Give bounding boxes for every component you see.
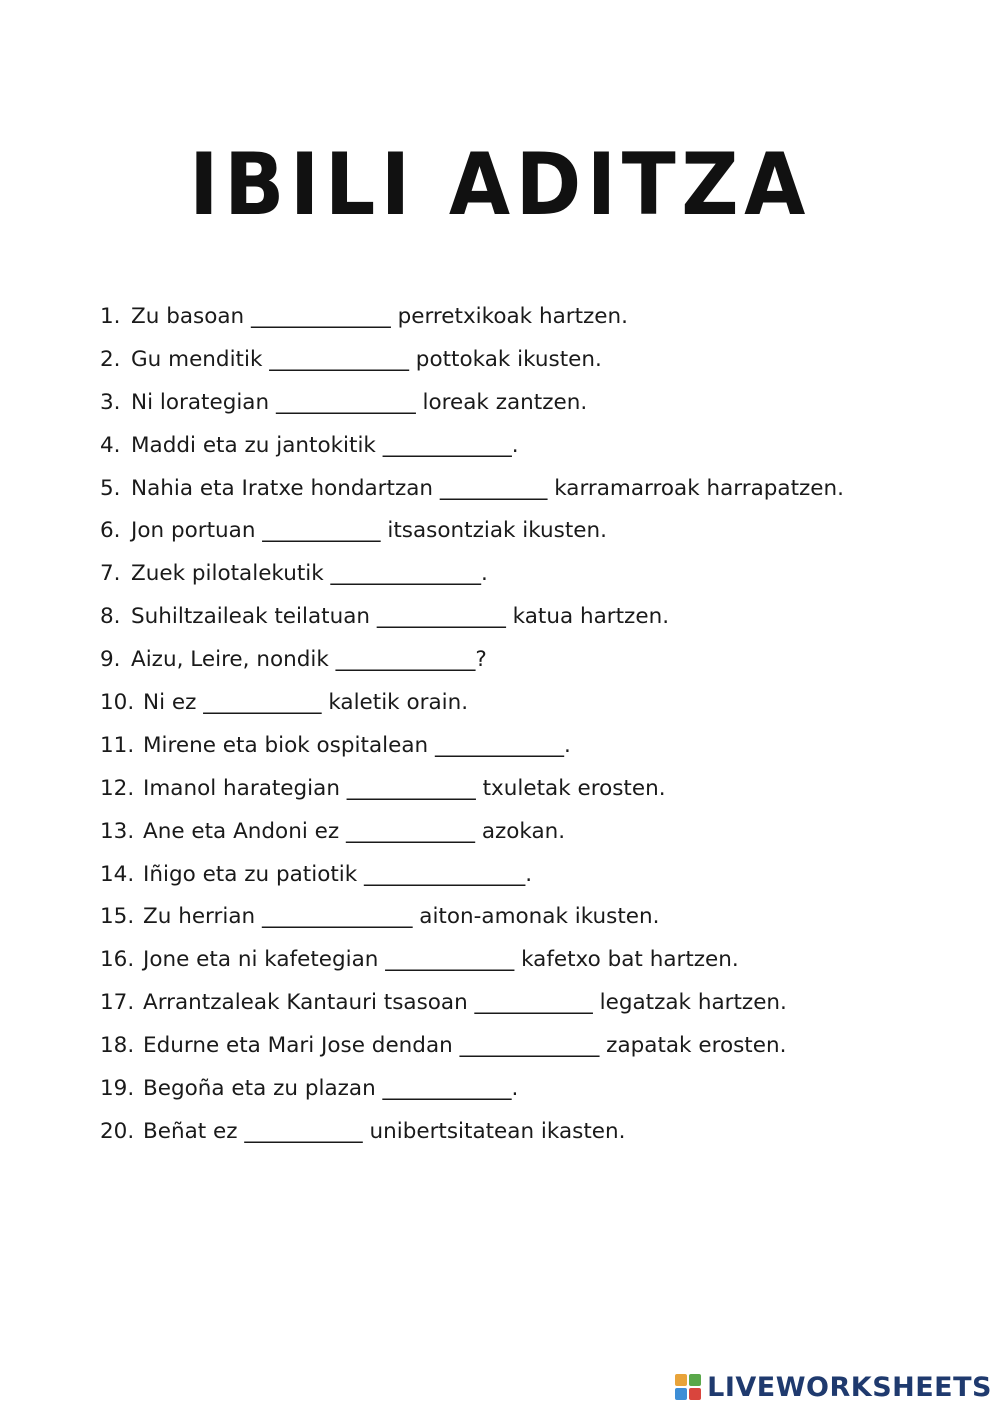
exercise-item xyxy=(100,425,980,468)
exercise-number: 20. xyxy=(100,1118,135,1144)
exercise-text: Mirene eta biok ospitalean ____________. xyxy=(143,732,571,758)
exercise-text: Maddi eta zu jantokitik ____________. xyxy=(131,432,519,458)
exercise-text: Begoña eta zu plazan ____________. xyxy=(143,1076,519,1102)
exercise-text: Arrantzaleak Kantauri tsasoan ___________ legatzak hartzen. xyxy=(143,990,787,1016)
exercise-text: Edurne eta Mari Jose dendan _____________ zapatak erosten. xyxy=(143,1033,787,1059)
exercise-number: 8. xyxy=(100,604,121,630)
exercise-item xyxy=(100,725,980,768)
exercise-text: Jon portuan ___________ itsasontziak ikusten. xyxy=(131,518,607,544)
exercise-number: 13. xyxy=(100,818,135,844)
exercise-number: 19. xyxy=(100,1076,135,1102)
exercise-number: 15. xyxy=(100,904,135,930)
liveworksheets-brand[interactable] xyxy=(675,1367,992,1407)
exercise-text: Iñigo eta zu patiotik _______________. xyxy=(143,861,533,887)
exercise-number: 9. xyxy=(100,647,121,673)
exercise-item xyxy=(100,553,980,596)
exercise-text: Ane eta Andoni ez ____________ azokan. xyxy=(143,818,566,844)
exercise-item xyxy=(100,596,980,639)
exercise-number: 5. xyxy=(100,475,121,501)
page-title: IBILI ADITZA xyxy=(189,135,811,235)
exercise-item xyxy=(100,382,980,425)
exercise-item xyxy=(100,896,980,939)
exercise-number: 12. xyxy=(100,775,135,801)
exercise-item xyxy=(100,639,980,682)
exercise-text: Zu herrian ______________ aiton-amonak ikusten. xyxy=(143,904,660,930)
exercise-text: Ni ez ___________ kaletik orain. xyxy=(143,690,469,716)
exercise-number: 18. xyxy=(100,1033,135,1059)
exercise-number: 3. xyxy=(100,389,121,415)
exercise-number: 6. xyxy=(100,518,121,544)
exercise-number: 7. xyxy=(100,561,121,587)
exercise-item xyxy=(100,296,980,339)
exercise-text: Zuek pilotalekutik ______________. xyxy=(131,561,488,587)
exercise-number: 1. xyxy=(100,304,121,329)
exercise-number: 10. xyxy=(100,690,135,716)
exercise-text: Nahia eta Iratxe hondartzan __________ karramarroak harrapatzen. xyxy=(131,475,844,501)
exercise-item xyxy=(100,854,980,897)
exercise-text: Suhiltzaileak teilatuan ____________ katua hartzen. xyxy=(131,604,670,630)
exercise-item xyxy=(100,1068,980,1111)
exercise-text: Jone eta ni kafetegian ____________ kafetxo bat hartzen. xyxy=(143,947,739,973)
exercise-list xyxy=(100,296,980,1154)
exercise-text: Gu menditik _____________ pottokak ikusten. xyxy=(131,346,602,372)
exercise-text: Ni lorategian _____________ loreak zantzen. xyxy=(131,389,588,415)
exercise-text: Imanol harategian ____________ txuletak erosten. xyxy=(143,775,666,801)
exercise-number: 4. xyxy=(100,432,121,458)
exercise-number: 16. xyxy=(100,947,135,973)
exercise-item xyxy=(100,510,980,553)
exercise-item xyxy=(100,1111,980,1154)
brand-name: LIVEWORKSHEETS xyxy=(707,1371,992,1403)
exercise-item xyxy=(100,939,980,982)
liveworksheets-logo-icon xyxy=(675,1374,701,1400)
exercise-item xyxy=(100,768,980,811)
exercise-number: 17. xyxy=(100,990,135,1016)
exercise-item xyxy=(100,468,980,511)
exercise-item xyxy=(100,811,980,854)
exercise-number: 11. xyxy=(100,732,135,758)
exercise-text: Zu basoan _____________ perretxikoak hartzen. xyxy=(131,304,628,329)
exercise-number: 2. xyxy=(100,346,121,372)
exercise-item xyxy=(100,1025,980,1068)
exercise-text: Aizu, Leire, nondik _____________? xyxy=(131,647,487,673)
exercise-text: Beñat ez ___________ unibertsitatean ikasten. xyxy=(143,1118,626,1144)
exercise-item xyxy=(100,682,980,725)
exercise-number: 14. xyxy=(100,861,135,887)
exercise-item xyxy=(100,982,980,1025)
exercise-item xyxy=(100,339,980,382)
